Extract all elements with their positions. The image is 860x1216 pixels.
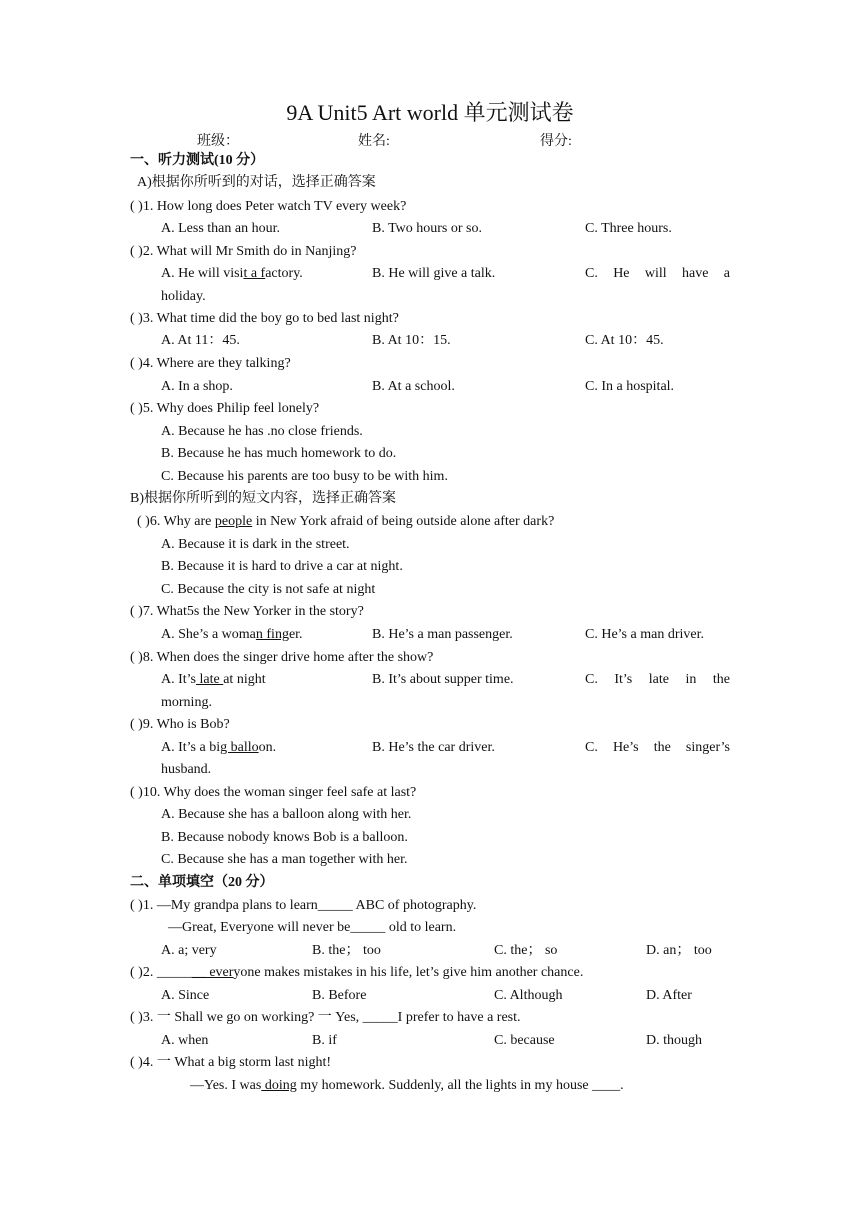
question-text: ( )1. —My grandpa plans to learn_____ ABC of photography. — [130, 898, 477, 913]
question-stem — [0, 601, 860, 623]
option-d[interactable]: D. After — [646, 988, 692, 1003]
question-text-underlined: people — [214, 514, 253, 529]
options-row — [0, 669, 860, 691]
question-text: ( )1. How long does Peter watch TV every week? — [130, 199, 407, 214]
option-a[interactable]: A. Less than an hour. — [161, 221, 280, 236]
option-a[interactable] — [161, 737, 276, 759]
question-stem — [0, 241, 860, 263]
student-info-line — [0, 128, 860, 150]
option-text-underlined: g ballo — [220, 740, 259, 755]
option-text: holiday. — [161, 289, 206, 304]
options-row — [0, 218, 860, 240]
option-text-underlined: t a f — [243, 266, 266, 281]
question-text — [137, 511, 554, 533]
option-line — [0, 443, 860, 465]
section-heading-text: 二、单项填空（20 分） — [130, 875, 274, 890]
question-stem — [0, 196, 860, 218]
question-stem — [0, 1052, 860, 1074]
option-c[interactable]: C. At 10：45. — [585, 333, 664, 348]
part-heading-text: B)根据你所听到的短文内容，选择正确答案 — [130, 491, 396, 506]
question-text: ( )3. What time did the boy go to bed last night? — [130, 311, 399, 326]
option-a[interactable] — [161, 624, 303, 646]
option-a[interactable]: A. Since — [161, 988, 210, 1003]
option-text: A. It’s a bi — [161, 740, 221, 755]
option-c[interactable]: C. He’s a man driver. — [585, 627, 704, 642]
option-c[interactable]: C. the； so — [494, 943, 558, 958]
score-label: 得分: — [540, 134, 572, 149]
option-c[interactable]: C. Although — [494, 988, 563, 1003]
option-b[interactable]: B. the； too — [312, 943, 381, 958]
option-word: singer’s — [685, 740, 730, 755]
question-stem-cont — [0, 1075, 860, 1097]
option-text: at night — [223, 672, 266, 687]
question-text: ( )4. Where are they talking? — [130, 356, 291, 371]
option-line — [0, 556, 860, 578]
options-row — [0, 263, 860, 285]
option-word: a — [723, 266, 730, 281]
question-stem-cont — [0, 917, 860, 939]
option-line — [0, 466, 860, 488]
option-b[interactable]: B. if — [312, 1033, 337, 1048]
question-text: ( )10. Why does the woman singer feel safe at last? — [130, 785, 417, 800]
option-c[interactable]: C. In a hospital. — [585, 379, 675, 394]
option-text: A. She’s a woma — [161, 627, 256, 642]
option-b[interactable]: B. Before — [312, 988, 367, 1003]
option-b[interactable]: B. At a school. — [372, 379, 455, 394]
option-continuation — [0, 286, 860, 308]
option-line — [0, 827, 860, 849]
question-stem — [0, 353, 860, 375]
option-word: have — [681, 266, 709, 281]
question-text — [130, 962, 583, 984]
question-text: ( )2. What will Mr Smith do in Nanjing? — [130, 244, 357, 259]
question-stem — [0, 962, 860, 984]
option-b[interactable]: B. He’s a man passenger. — [372, 627, 513, 642]
options-row — [0, 737, 860, 759]
option-b[interactable]: B. Two hours or so. — [372, 221, 482, 236]
option-a[interactable]: A. when — [161, 1033, 209, 1048]
option-c[interactable] — [585, 737, 730, 759]
question-text-part: yone makes mistakes in his life, let’s give him another chance. — [233, 965, 584, 980]
question-text: ( )7. What5s the New Yorker in the story? — [130, 604, 364, 619]
option-a[interactable]: A. Because she has a balloon along with her. — [161, 807, 412, 822]
option-text: morning. — [161, 695, 212, 710]
option-word: in — [685, 672, 697, 687]
option-c[interactable]: C. Because the city is not safe at night — [161, 582, 376, 597]
question-text: ( )4. 一 What a big storm last night! — [130, 1055, 332, 1070]
option-a[interactable] — [161, 669, 266, 691]
option-c[interactable]: C. Because his parents are too busy to be with him. — [161, 469, 448, 484]
option-c[interactable] — [585, 669, 730, 691]
question-text-part: —Yes. I was — [190, 1078, 262, 1093]
option-b[interactable]: B. At 10：15. — [372, 333, 451, 348]
option-text: on. — [258, 740, 277, 755]
option-a[interactable]: A. a; very — [161, 943, 217, 958]
name-label: 姓名: — [358, 134, 390, 149]
option-word: It’s — [614, 672, 633, 687]
section-heading-text: 一、听力测试(10 分） — [130, 153, 265, 168]
question-stem — [0, 895, 860, 917]
options-row — [0, 624, 860, 646]
question-stem — [0, 1007, 860, 1029]
option-text-underlined: n fing — [255, 627, 289, 642]
question-stem — [0, 782, 860, 804]
question-stem — [0, 511, 860, 533]
option-a[interactable]: A. Because it is dark in the street. — [161, 537, 350, 552]
option-b[interactable]: B. Because nobody knows Bob is a balloon. — [161, 830, 408, 845]
option-b[interactable]: B. It’s about supper time. — [372, 672, 514, 687]
option-d[interactable]: D. though — [646, 1033, 702, 1048]
page-title: 9A Unit5 Art world 单元测试卷 — [286, 100, 574, 125]
option-text: er. — [288, 627, 303, 642]
option-b[interactable]: B. Because he has much homework to do. — [161, 446, 397, 461]
option-a[interactable] — [161, 263, 303, 285]
option-text: husband. — [161, 762, 212, 777]
question-text-underlined: __ ever — [191, 965, 234, 980]
option-a[interactable]: A. Because he has .no close friends. — [161, 424, 363, 439]
option-text: A. He will visi — [161, 266, 244, 281]
option-d[interactable]: D. an； too — [646, 943, 712, 958]
option-c[interactable]: C. because — [494, 1033, 555, 1048]
options-row — [0, 376, 860, 398]
question-stem — [0, 647, 860, 669]
question-text-part: in New York afraid of being outside alone after dark? — [252, 514, 555, 529]
option-word: C. — [585, 672, 598, 687]
option-line — [0, 804, 860, 826]
option-word: C. — [585, 740, 598, 755]
option-c[interactable]: C. Because she has a man together with her. — [161, 852, 408, 867]
question-text-part: ( )2. _____ — [130, 965, 192, 980]
option-b[interactable]: B. He will give a talk. — [372, 266, 496, 281]
option-word: He — [613, 266, 630, 281]
question-text: ( )9. Who is Bob? — [130, 717, 230, 732]
option-b[interactable]: B. He’s the car driver. — [372, 740, 495, 755]
question-text-part: ( )6. Why are — [137, 514, 215, 529]
option-line — [0, 421, 860, 443]
question-stem — [0, 308, 860, 330]
options-row — [0, 940, 860, 962]
option-a[interactable]: A. In a shop. — [161, 379, 233, 394]
option-word: will — [644, 266, 667, 281]
options-row — [0, 985, 860, 1007]
option-text: actory. — [265, 266, 303, 281]
question-text: —Great, Everyone will never be_____ old to learn. — [168, 920, 457, 935]
question-stem — [0, 398, 860, 420]
section-heading — [0, 872, 860, 894]
option-word: He’s — [612, 740, 639, 755]
question-text: ( )3. 一 Shall we go on working? 一 Yes, _____I prefer to have a rest. — [130, 1010, 521, 1025]
question-text-underlined: doing — [261, 1078, 297, 1093]
option-line — [0, 534, 860, 556]
option-word: C. — [585, 266, 598, 281]
option-b[interactable]: B. Because it is hard to drive a car at night. — [161, 559, 403, 574]
class-label: 班级： — [197, 134, 239, 149]
option-word: late — [648, 672, 669, 687]
question-text: ( )5. Why does Philip feel lonely? — [130, 401, 320, 416]
option-c[interactable] — [585, 263, 730, 285]
section-heading — [0, 150, 860, 172]
option-a[interactable]: A. At 11：45. — [161, 333, 240, 348]
question-text-part: my homework. Suddenly, all the lights in my house ____. — [296, 1078, 624, 1093]
option-text: A. It’s — [161, 672, 196, 687]
option-text-underlined: late — [196, 672, 224, 687]
question-text — [190, 1075, 624, 1097]
question-text: ( )8. When does the singer drive home after the show? — [130, 650, 434, 665]
option-continuation — [0, 692, 860, 714]
part-heading — [0, 172, 860, 194]
option-line — [0, 849, 860, 871]
part-heading — [0, 488, 860, 510]
options-row — [0, 1030, 860, 1052]
option-line — [0, 579, 860, 601]
option-continuation — [0, 759, 860, 781]
options-row — [0, 330, 860, 352]
part-heading-text: A)根据你所听到的对话，选择正确答案 — [137, 175, 376, 190]
question-stem — [0, 714, 860, 736]
option-word: the — [712, 672, 730, 687]
option-c[interactable]: C. Three hours. — [585, 221, 672, 236]
option-word: the — [653, 740, 671, 755]
